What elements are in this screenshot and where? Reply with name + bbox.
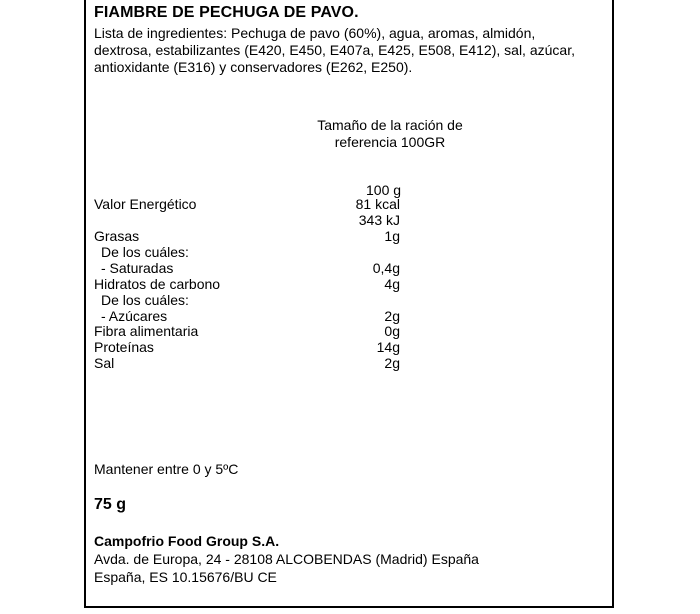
health-mark: España, ES 10.15676/BU CE: [94, 569, 277, 585]
net-weight: 75 g: [94, 496, 127, 513]
nutrient-sublabel: De los cuáles:: [101, 292, 189, 308]
nutrient-label: Hidratos de carbono: [94, 276, 221, 292]
ration-size: Tamaño de la ración de referencia 100GR: [317, 117, 463, 150]
nutrient-value: 14g: [376, 339, 400, 355]
nutrition-column-header: 100 g: [366, 182, 402, 198]
nutrient-label: - Saturadas: [101, 260, 174, 276]
nutrient-sublabel: De los cuáles:: [101, 244, 189, 260]
nutrient-value: 1g: [384, 228, 400, 244]
nutrient-label: - Azúcares: [101, 308, 168, 324]
energy-label: Valor Energético: [94, 196, 197, 212]
storage-instructions: Mantener entre 0 y 5ºC: [94, 461, 239, 477]
manufacturer-name: Campofrio Food Group S.A.: [94, 533, 280, 549]
nutrient-label: Sal: [94, 355, 115, 371]
nutrient-label: Fibra alimentaria: [94, 323, 199, 339]
nutrient-label: Proteínas: [94, 339, 154, 355]
product-title: FIAMBRE DE PECHUGA DE PAVO.: [94, 4, 359, 21]
energy-kj: 343 kJ: [358, 212, 400, 228]
energy-kcal: 81 kcal: [355, 196, 400, 212]
nutrient-value: 0,4g: [372, 260, 400, 276]
nutrient-value: 0g: [384, 323, 400, 339]
ingredients-list: Lista de ingredientes: Pechuga de pavo (60%), agua, aromas, almidón, dextrosa, estabilizantes (E420, E450, E407a, E425, E508, E412), sal, azúcar, antioxidante (E316) y conservadores (E262, E250).: [94, 25, 575, 75]
nutrient-value: 2g: [384, 355, 400, 371]
manufacturer-address: Avda. de Europa, 24 - 28108 ALCOBENDAS (Madrid) España: [94, 551, 479, 567]
nutrient-label: Grasas: [94, 228, 140, 244]
nutrient-value: 4g: [384, 276, 400, 292]
nutrient-value: 2g: [384, 308, 400, 324]
